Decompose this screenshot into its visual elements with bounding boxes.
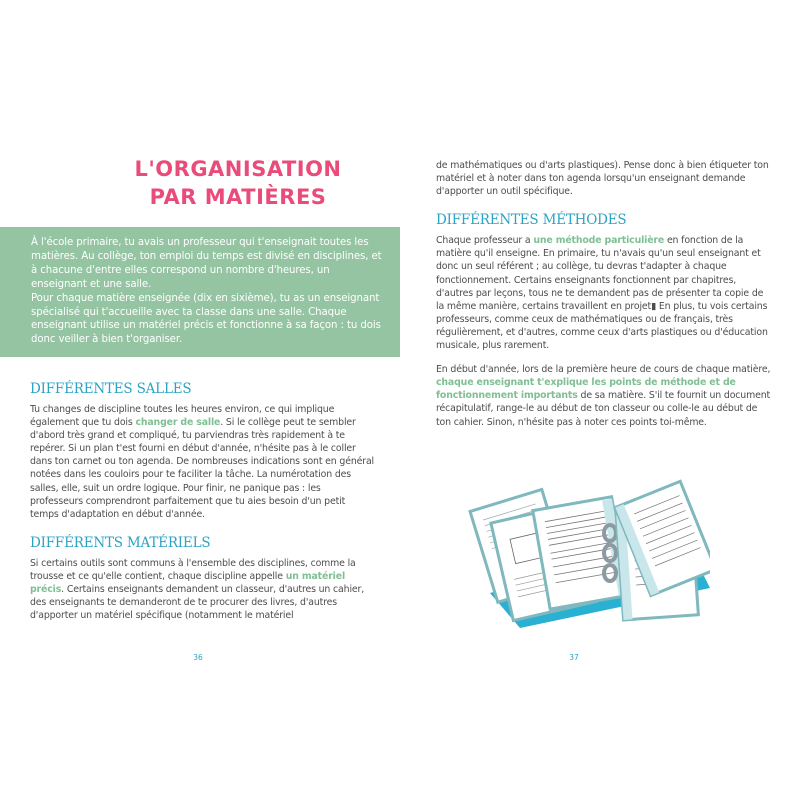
intro-box bbox=[0, 227, 400, 357]
left-column bbox=[30, 381, 375, 622]
text: En début d'année, lors de la première heure de cours de chaque matière, bbox=[436, 364, 771, 376]
heading-methodes: DIFFÉRENTES MÉTHODES bbox=[436, 212, 627, 229]
page-title bbox=[88, 155, 388, 211]
intro-paragraph-1: À l'école primaire, tu avais un professeur qui t'enseignait toutes les matières. Au collège, ton emploi du temps est divisé en disciplines, et à chacune d'entre elles correspond un nombre d'heures, un enseignant et une salle. bbox=[31, 237, 382, 290]
title-line-2: PAR MATIÈRES bbox=[149, 185, 327, 209]
right-column bbox=[436, 159, 771, 429]
intro-paragraph-2: Pour chaque matière enseignée (dix en sixième), tu as un enseignant spécialisé qui t'accueille avec ta classe dans une salle. Chaque enseignant utilise un matériel précis et fonctionne à sa façon : tu dois donc veiller à bien t'organiser. bbox=[31, 292, 381, 346]
heading-salles: DIFFÉRENTES SALLES bbox=[30, 381, 192, 397]
text: Chaque professeur a bbox=[436, 235, 534, 247]
title-line-1: L'ORGANISATION bbox=[134, 157, 342, 181]
page-number-right: 37 bbox=[569, 653, 579, 662]
highlight-methode-particuliere: une méthode particulière bbox=[533, 235, 665, 247]
methodes-paragraph-2 bbox=[436, 363, 771, 428]
binder-documents-illustration bbox=[460, 478, 710, 628]
text: . Si le collège peut te sembler d'abord très grand et compliqué, tu parviendras très rapidement à te repérer. Si un plan t'est fourni en début d'année, n'hésite pas à le coller dans ton carnet ou ton agenda. De nombreuses indications sont en général notées dans les couloirs pour te faciliter la tâche. La numérotation des salles, elle, suit un ordre logique. Pour finir, ne panique pas : les professeurs comprendront parfaitement que tu aies besoin d'un petit temps d'adaptation en début d'année. bbox=[30, 417, 375, 520]
methodes-paragraph-1 bbox=[436, 234, 771, 352]
text: de sa matière. S'il te fournit un document récapitulatif, range-le au début de ton classeur ou colle-le au début de ton cahier. Sinon, n'hésite pas à noter ces points toi-même. bbox=[436, 390, 771, 428]
highlight-materiel-precis: un matériel précis bbox=[30, 570, 346, 596]
materiels-paragraph bbox=[30, 557, 375, 622]
text: Tu changes de discipline toutes les heures environ, ce qui implique également que tu dois bbox=[30, 404, 335, 429]
text: Si certains outils sont communs à l'ensemble des disciplines, comme la trousse et ce qu'elle contient, chaque discipline appelle bbox=[30, 557, 356, 582]
text: . Certains enseignants demandent un classeur, d'autres un cahier, des enseignants te demanderont de te procurer des livres, d'autres d'apporter un matériel spécifique (notamment le matériel bbox=[30, 584, 365, 622]
heading-materiels: DIFFÉRENTS MATÉRIELS bbox=[30, 534, 211, 551]
highlight-changer-de-salle: changer de salle bbox=[135, 417, 221, 429]
salles-paragraph bbox=[30, 403, 375, 521]
paragraph-gap bbox=[436, 352, 771, 363]
highlight-points-de-methode: chaque enseignant t'explique les points de méthode et de fonctionnement importants bbox=[436, 377, 736, 402]
continuation-paragraph: de mathématiques ou d'arts plastiques). Pense donc à bien étiqueter ton matériel et à noter dans ton agenda lorsqu'un enseignant demande d'apporter un outil spécifique. bbox=[436, 160, 769, 198]
page-number-left: 36 bbox=[193, 653, 203, 662]
right-page bbox=[400, 0, 800, 800]
binder-icon bbox=[470, 481, 710, 628]
text: en fonction de la matière qu'il enseigne. En primaire, tu n'avais qu'un seul enseignant et donc un seul référent ; au collège, tu devras t'adapter à chaque fonctionnement. Certains enseignants fonctionnent par chapitres, d'autres par leçons, tous ne te demandent pas de présenter ta copie de la même manière, certains travaillent en projet▮ En plus, tu vois certains professeurs, comme ceux de mathématiques ou de français, très régulièrement, et d'autres, comme ceux d'arts plastiques ou d'éducation musicale, plus rarement. bbox=[436, 235, 768, 352]
